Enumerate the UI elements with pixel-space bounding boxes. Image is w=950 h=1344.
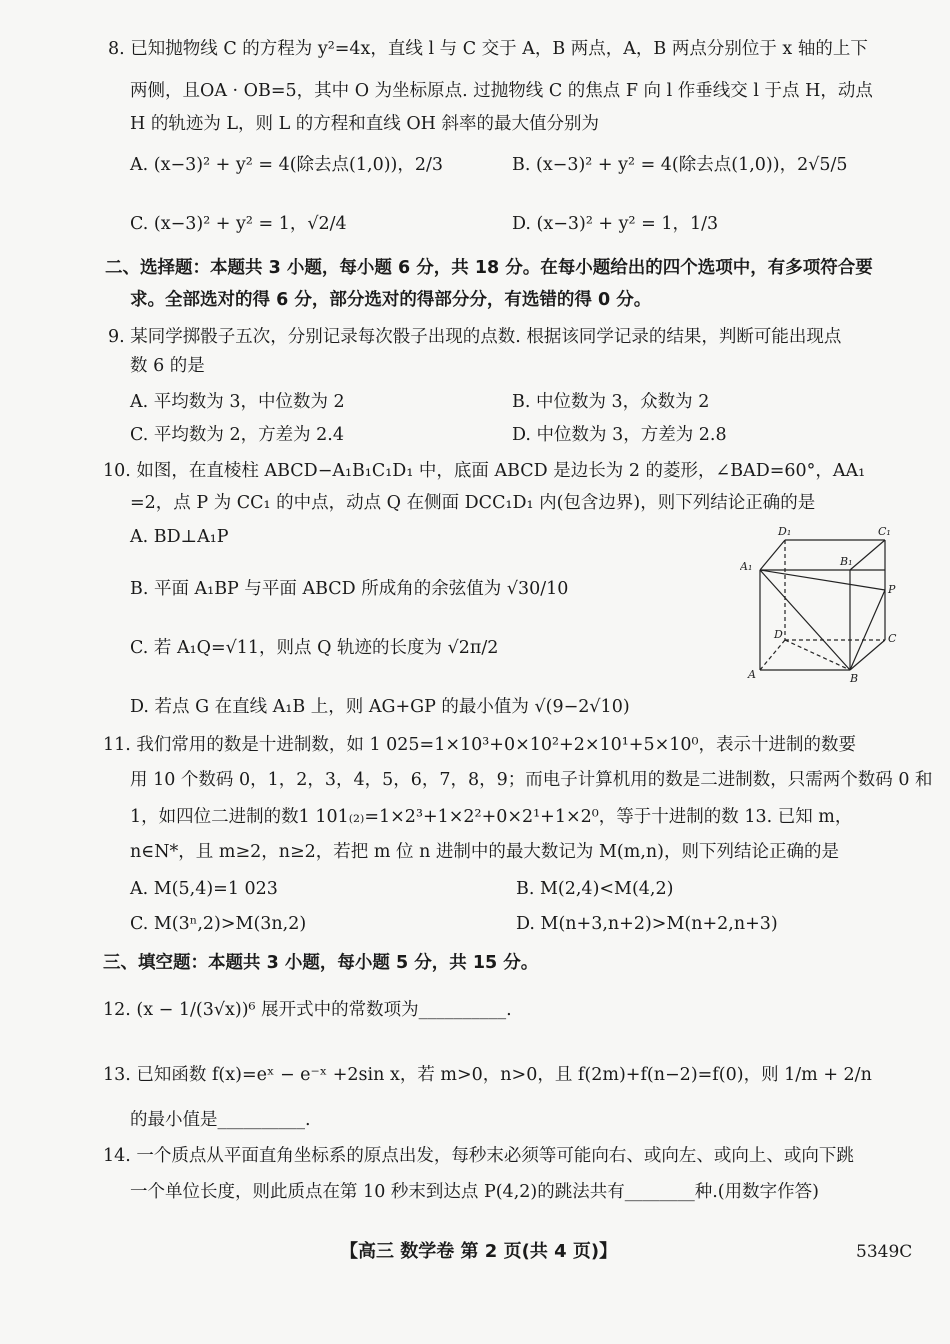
diag-b-d <box>785 640 850 670</box>
section3-heading: 三、填空题：本题共 3 小题，每小题 5 分，共 15 分。 <box>103 953 539 973</box>
label-d: D <box>774 628 783 641</box>
q11-option-d: D. M(n+3,n+2)>M(n+2,n+3) <box>516 914 778 934</box>
q14-line2: 一个单位长度，则此质点在第 10 秒末到达点 P(4,2)的跳法共有________种.(用数字作答) <box>130 1182 819 1202</box>
q8-option-b: B. (x−3)² + y² = 4(除去点(1,0))，2√5/5 <box>512 155 848 175</box>
label-d1: D₁ <box>778 525 792 538</box>
q8-option-d: D. (x−3)² + y² = 1，1/3 <box>512 214 719 234</box>
q11-line2: 用 10 个数码 0，1，2，3，4，5，6，7，8，9；而电子计算机用的数是二进制数，只需两个数码 0 和 <box>130 770 933 790</box>
label-a1: A₁ <box>740 560 753 573</box>
q10-line1: 10. 如图，在直棱柱 ABCD−A₁B₁C₁D₁ 中，底面 ABCD 是边长为 2 的菱形，∠BAD=60°，AA₁ <box>103 461 866 481</box>
section2-instructions: 求。全部选对的得 6 分，部分选对的得部分分，有选错的得 0 分。 <box>130 290 652 310</box>
q8-line3: H 的轨迹为 L，则 L 的方程和直线 OH 斜率的最大值分别为 <box>130 114 599 134</box>
q8-line1: 8. 已知抛物线 C 的方程为 y²=4x，直线 l 与 C 交于 A，B 两点，A，B 两点分别位于 x 轴的上下 <box>108 39 868 59</box>
q9-option-c: C. 平均数为 2，方差为 2.4 <box>130 425 344 445</box>
q9-option-a: A. 平均数为 3，中位数为 2 <box>130 392 345 412</box>
q14-line1: 14. 一个质点从平面直角坐标系的原点出发，每秒末必须等可能向右、或向左、或向上、或向下跳 <box>103 1146 854 1166</box>
q9-line2: 数 6 的是 <box>130 356 205 376</box>
q9-line1: 9. 某同学掷骰子五次，分别记录每次骰子出现的点数. 根据该同学记录的结果，判断可能出现点 <box>108 327 842 347</box>
q13-line2: 的最小值是__________. <box>130 1110 311 1130</box>
edge-b1-c1 <box>850 540 885 570</box>
section2-heading: 二、选择题：本题共 3 小题，每小题 6 分，共 18 分。在每小题给出的四个选项中，有多项符合要 <box>105 258 873 278</box>
paper-code: 5349C <box>856 1242 913 1262</box>
q11-line3: 1，如四位二进制的数1 101₍₂₎=1×2³+1×2²+0×2¹+1×2⁰，等于十进制的数 13. 已知 m， <box>130 807 853 827</box>
q13-line1: 13. 已知函数 f(x)=eˣ − e⁻ˣ +2sin x，若 m>0，n>0，且 f(2m)+f(n−2)=f(0)，则 1/m + 2/n <box>103 1065 872 1085</box>
label-b: B <box>850 672 859 685</box>
q11-line4: n∈N*，且 m≥2，n≥2，若把 m 位 n 进制中的最大数记为 M(m,n)，则下列结论正确的是 <box>130 842 839 862</box>
label-a: A <box>748 668 756 681</box>
q9-option-b: B. 中位数为 3，众数为 2 <box>512 392 710 412</box>
seg-b-p <box>850 590 885 670</box>
prism-figure <box>740 520 900 690</box>
label-c: C <box>888 632 897 645</box>
q8-option-a: A. (x−3)² + y² = 4(除去点(1,0))，2/3 <box>130 155 444 175</box>
q10-option-d: D. 若点 G 在直线 A₁B 上，则 AG+GP 的最小值为 √(9−2√10) <box>130 697 630 717</box>
q10-line2: =2，点 P 为 CC₁ 的中点，动点 Q 在侧面 DCC₁D₁ 内(包含边界)，则下列结论正确的是 <box>130 493 816 513</box>
seg-a1-p <box>760 570 885 590</box>
label-p: P <box>888 583 896 596</box>
q10-option-c: C. 若 A₁Q=√11，则点 Q 轨迹的长度为 √2π/2 <box>130 638 499 658</box>
q10-option-a: A. BD⊥A₁P <box>130 527 229 547</box>
edge-a1-d1 <box>760 540 785 570</box>
q8-line2: 两侧，且OA · OB=5，其中 O 为坐标原点. 过抛物线 C 的焦点 F 向 l 作垂线交 l 于点 H，动点 <box>130 81 873 101</box>
label-b1: B₁ <box>840 555 853 568</box>
q9-option-d: D. 中位数为 3，方差为 2.8 <box>512 425 727 445</box>
edge-b-c <box>850 640 885 670</box>
q10-option-b: B. 平面 A₁BP 与平面 ABCD 所成角的余弦值为 √30/10 <box>130 579 569 599</box>
label-c1: C₁ <box>878 525 891 538</box>
q11-option-b: B. M(2,4)<M(4,2) <box>516 879 674 899</box>
q11-line1: 11. 我们常用的数是十进制数，如 1 025=1×10³+0×10²+2×10¹+5×10⁰，表示十进制的数要 <box>103 735 857 755</box>
q11-option-c: C. M(3ⁿ,2)>M(3n,2) <box>130 914 307 934</box>
page-footer: 【高三 数学卷 第 2 页(共 4 页)】 <box>340 1241 618 1262</box>
q12-line1: 12. (x − 1/(3√x))⁶ 展开式中的常数项为__________. <box>103 1000 512 1020</box>
diag-a1-b <box>760 570 850 670</box>
edge-a-d <box>760 640 785 670</box>
q11-option-a: A. M(5,4)=1 023 <box>130 879 278 899</box>
q8-option-c: C. (x−3)² + y² = 1，√2/4 <box>130 214 347 234</box>
